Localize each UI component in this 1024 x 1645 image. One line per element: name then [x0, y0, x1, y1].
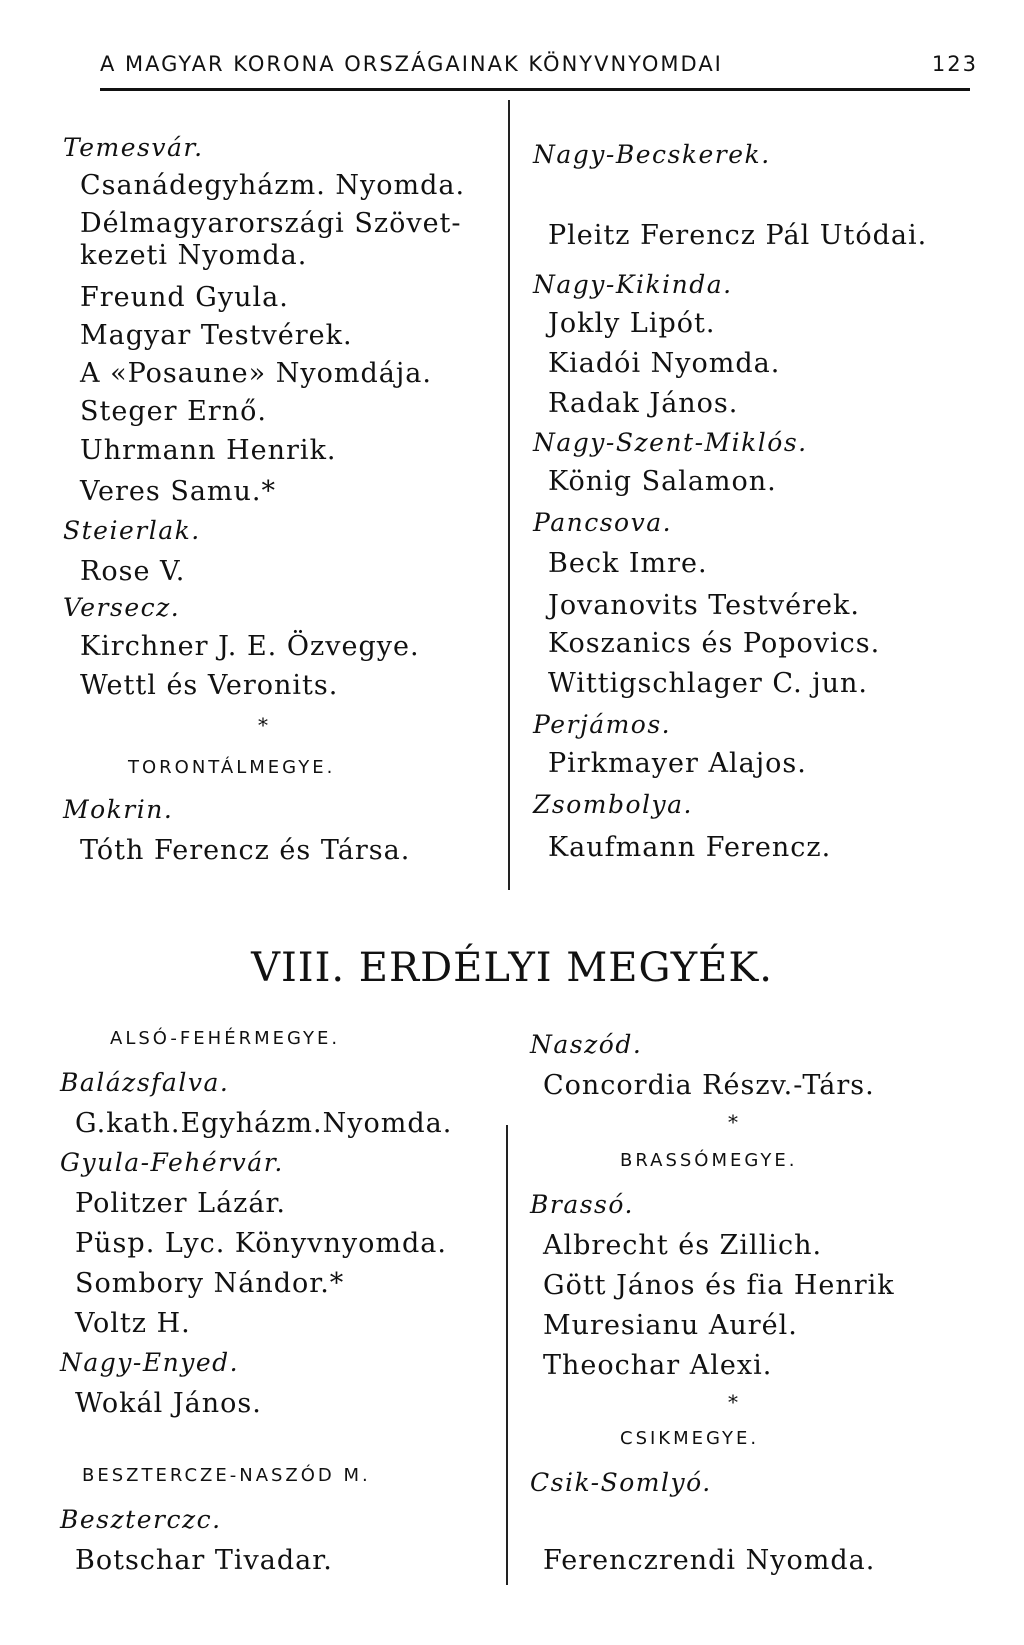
- place-heading: Pancsova.: [533, 508, 673, 537]
- county-heading: TORONTÁLMEGYE.: [128, 757, 336, 778]
- printer-entry: Voltz H.: [75, 1308, 191, 1339]
- printer-entry: Tóth Ferencz és Társa.: [80, 835, 411, 866]
- place-heading: Mokrin.: [63, 795, 174, 824]
- printer-entry: Concordia Részv.-Társ.: [543, 1070, 875, 1101]
- page-number: 123: [931, 52, 978, 76]
- printer-entry: Wokál János.: [75, 1388, 262, 1419]
- printer-entry: G.kath.Egyházm.Nyomda.: [75, 1108, 453, 1139]
- place-heading: Steierlak.: [63, 516, 201, 545]
- printer-entry: Jokly Lipót.: [548, 308, 716, 339]
- star-separator: *: [258, 713, 269, 737]
- printer-entry: Magyar Testvérek.: [80, 320, 353, 351]
- printer-entry: Püsp. Lyc. Könyvnyomda.: [75, 1228, 447, 1259]
- printer-entry: Radak János.: [548, 388, 739, 419]
- printer-entry: Koszanics és Popovics.: [548, 628, 881, 659]
- place-heading: Nagy-Becskerek.: [533, 140, 771, 169]
- printer-entry: Rose V.: [80, 556, 186, 587]
- place-heading: Beszterczc.: [60, 1505, 222, 1534]
- printer-entry: Csanádegyházm. Nyomda.: [80, 170, 466, 201]
- printer-entry: Albrecht és Zillich.: [543, 1230, 823, 1261]
- printer-entry: Ferenczrendi Nyomda.: [543, 1545, 876, 1576]
- printer-entry: Uhrmann Henrik.: [80, 435, 337, 466]
- place-heading: Nagy-Kikinda.: [533, 270, 733, 299]
- printer-entry: Sombory Nándor.*: [75, 1268, 345, 1299]
- printer-entry: kezeti Nyomda.: [80, 240, 308, 271]
- county-heading: BESZTERCZE-NASZÓD M.: [82, 1465, 371, 1486]
- place-heading: Brassó.: [530, 1190, 634, 1219]
- printer-entry: Gött János és fia Henrik: [543, 1270, 895, 1301]
- place-heading: Balázsfalva.: [60, 1068, 230, 1097]
- place-heading: Naszód.: [530, 1030, 643, 1059]
- place-heading: Perjámos.: [533, 710, 672, 739]
- star-separator: *: [728, 1110, 739, 1134]
- printer-entry: Pleitz Ferencz Pál Utódai.: [548, 220, 928, 251]
- printer-entry: Beck Imre.: [548, 548, 708, 579]
- place-heading: Nagy-Szent-Miklós.: [533, 428, 808, 457]
- header-rule: [100, 88, 970, 91]
- star-separator: *: [728, 1390, 739, 1414]
- printer-entry: Kaufmann Ferencz.: [548, 832, 832, 863]
- printer-entry: Muresianu Aurél.: [543, 1310, 798, 1341]
- place-heading: Gyula-Fehérvár.: [60, 1148, 284, 1177]
- printer-entry: Pirkmayer Alajos.: [548, 748, 807, 779]
- place-heading: Csik-Somlyó.: [530, 1468, 712, 1497]
- printer-entry: Theochar Alexi.: [543, 1350, 773, 1381]
- place-heading: Versecz.: [63, 593, 181, 622]
- printer-entry: Veres Samu.*: [80, 476, 276, 507]
- printer-entry: Kiadói Nyomda.: [548, 348, 781, 379]
- printer-entry: A «Posaune» Nyomdája.: [80, 358, 432, 389]
- page-header: [100, 52, 978, 92]
- place-heading: Nagy-Enyed.: [60, 1348, 240, 1377]
- printer-entry: Politzer Lázár.: [75, 1188, 287, 1219]
- column-divider-top: [508, 100, 510, 890]
- county-heading: CSIKMEGYE.: [620, 1428, 760, 1449]
- county-heading: ALSÓ-FEHÉRMEGYE.: [110, 1028, 341, 1049]
- printer-entry: Kirchner J. E. Özvegye.: [80, 631, 420, 662]
- section-title: VIII. ERDÉLYI MEGYÉK.: [251, 945, 773, 991]
- running-title: A MAGYAR KORONA ORSZÁGAINAK KÖNYVNYOMDAI: [100, 52, 723, 76]
- place-heading: Zsombolya.: [533, 790, 693, 819]
- printer-entry: Botschar Tivadar.: [75, 1545, 333, 1576]
- county-heading: BRASSÓMEGYE.: [620, 1150, 798, 1171]
- printer-entry: Wittigschlager C. jun.: [548, 668, 868, 699]
- printer-entry: Wettl és Veronits.: [80, 670, 339, 701]
- place-heading: Temesvár.: [63, 133, 204, 162]
- printer-entry: Jovanovits Testvérek.: [548, 590, 860, 621]
- printer-entry: Freund Gyula.: [80, 282, 289, 313]
- column-divider-bottom: [506, 1125, 508, 1585]
- printer-entry: Steger Ernő.: [80, 396, 267, 427]
- printer-entry: König Salamon.: [548, 466, 777, 497]
- printer-entry: Délmagyarországi Szövet-: [80, 208, 462, 239]
